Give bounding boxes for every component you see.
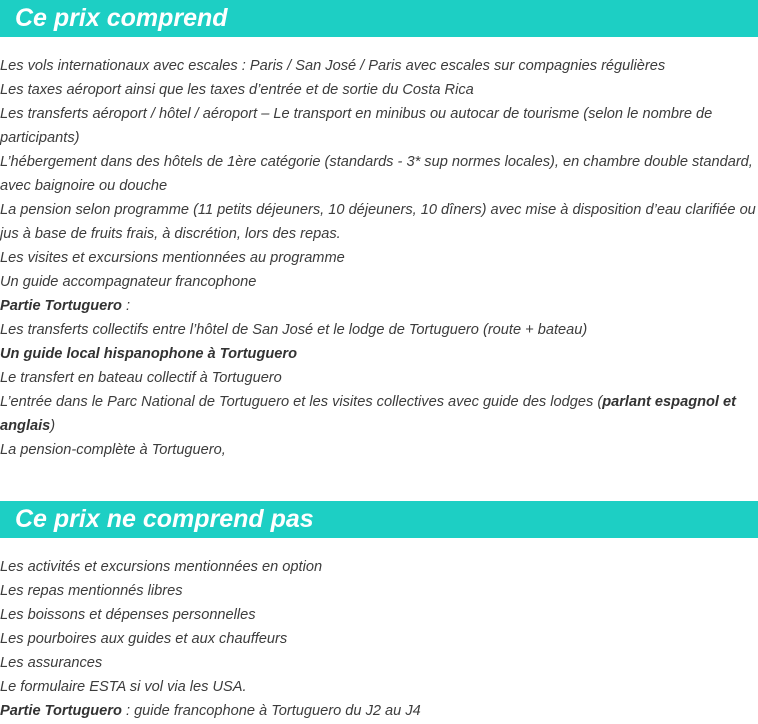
bold-label: Partie Tortuguero	[0, 703, 122, 719]
list-item: Un guide accompagnateur francophone	[0, 274, 257, 290]
list-item: Les assurances	[0, 655, 103, 671]
list-item: Partie Tortuguero : guide francophone à Tortuguero du J2 au J4	[0, 703, 421, 719]
list-item: Les activités et excursions mentionnées en option	[0, 559, 323, 575]
list-item: Les transferts collectifs entre l’hôtel de San José et le lodge de Tortuguero (route + bateau)	[0, 322, 588, 338]
list-item: La pension selon programme (11 petits déjeuners, 10 déjeuners, 10 dîners) avec mise à disposition d’eau clarifiée ou jus à base de fruits frais, à discrétion, lors des repas.	[0, 202, 756, 242]
list-item: Partie Tortuguero :	[0, 298, 131, 314]
excluded-list	[0, 538, 758, 723]
list-item: L’entrée dans le Parc National de Tortuguero et les visites collectives avec guide des lodges (parlant espagnol et anglais)	[0, 394, 737, 434]
list-item	[0, 342, 758, 366]
included-title: Ce prix comprend	[0, 0, 758, 37]
list-item: L’hébergement dans des hôtels de 1ère catégorie (standards - 3* sup normes locales), en chambre double standard, avec baignoire ou douche	[0, 154, 753, 194]
bold-label: Un guide local hispanophone à Tortuguero	[0, 346, 298, 362]
list-item: Le formulaire ESTA si vol via les USA.	[0, 679, 247, 695]
list-item: Le transfert en bateau collectif à Tortuguero	[0, 370, 282, 386]
list-item: Les pourboires aux guides et aux chauffeurs	[0, 631, 288, 647]
list-item: Les boissons et dépenses personnelles	[0, 607, 256, 623]
bold-inline: parlant espagnol et anglais	[0, 394, 737, 434]
included-list	[0, 37, 758, 462]
list-item: Les taxes aéroport ainsi que les taxes d’entrée et de sortie du Costa Rica	[0, 82, 474, 98]
list-item: Les visites et excursions mentionnées au programme	[0, 250, 345, 266]
excluded-section	[0, 501, 758, 723]
list-item: Les transferts aéroport / hôtel / aéroport – Le transport en minibus ou autocar de tourisme (selon le nombre de participants)	[0, 106, 713, 146]
excluded-title: Ce prix ne comprend pas	[0, 501, 758, 538]
bold-label: Partie Tortuguero	[0, 298, 122, 314]
list-item: La pension-complète à Tortuguero,	[0, 442, 226, 458]
list-item: Les repas mentionnés libres	[0, 583, 183, 599]
list-item: Les vols internationaux avec escales : Paris / San José / Paris avec escales sur compagnies régulières	[0, 58, 666, 74]
